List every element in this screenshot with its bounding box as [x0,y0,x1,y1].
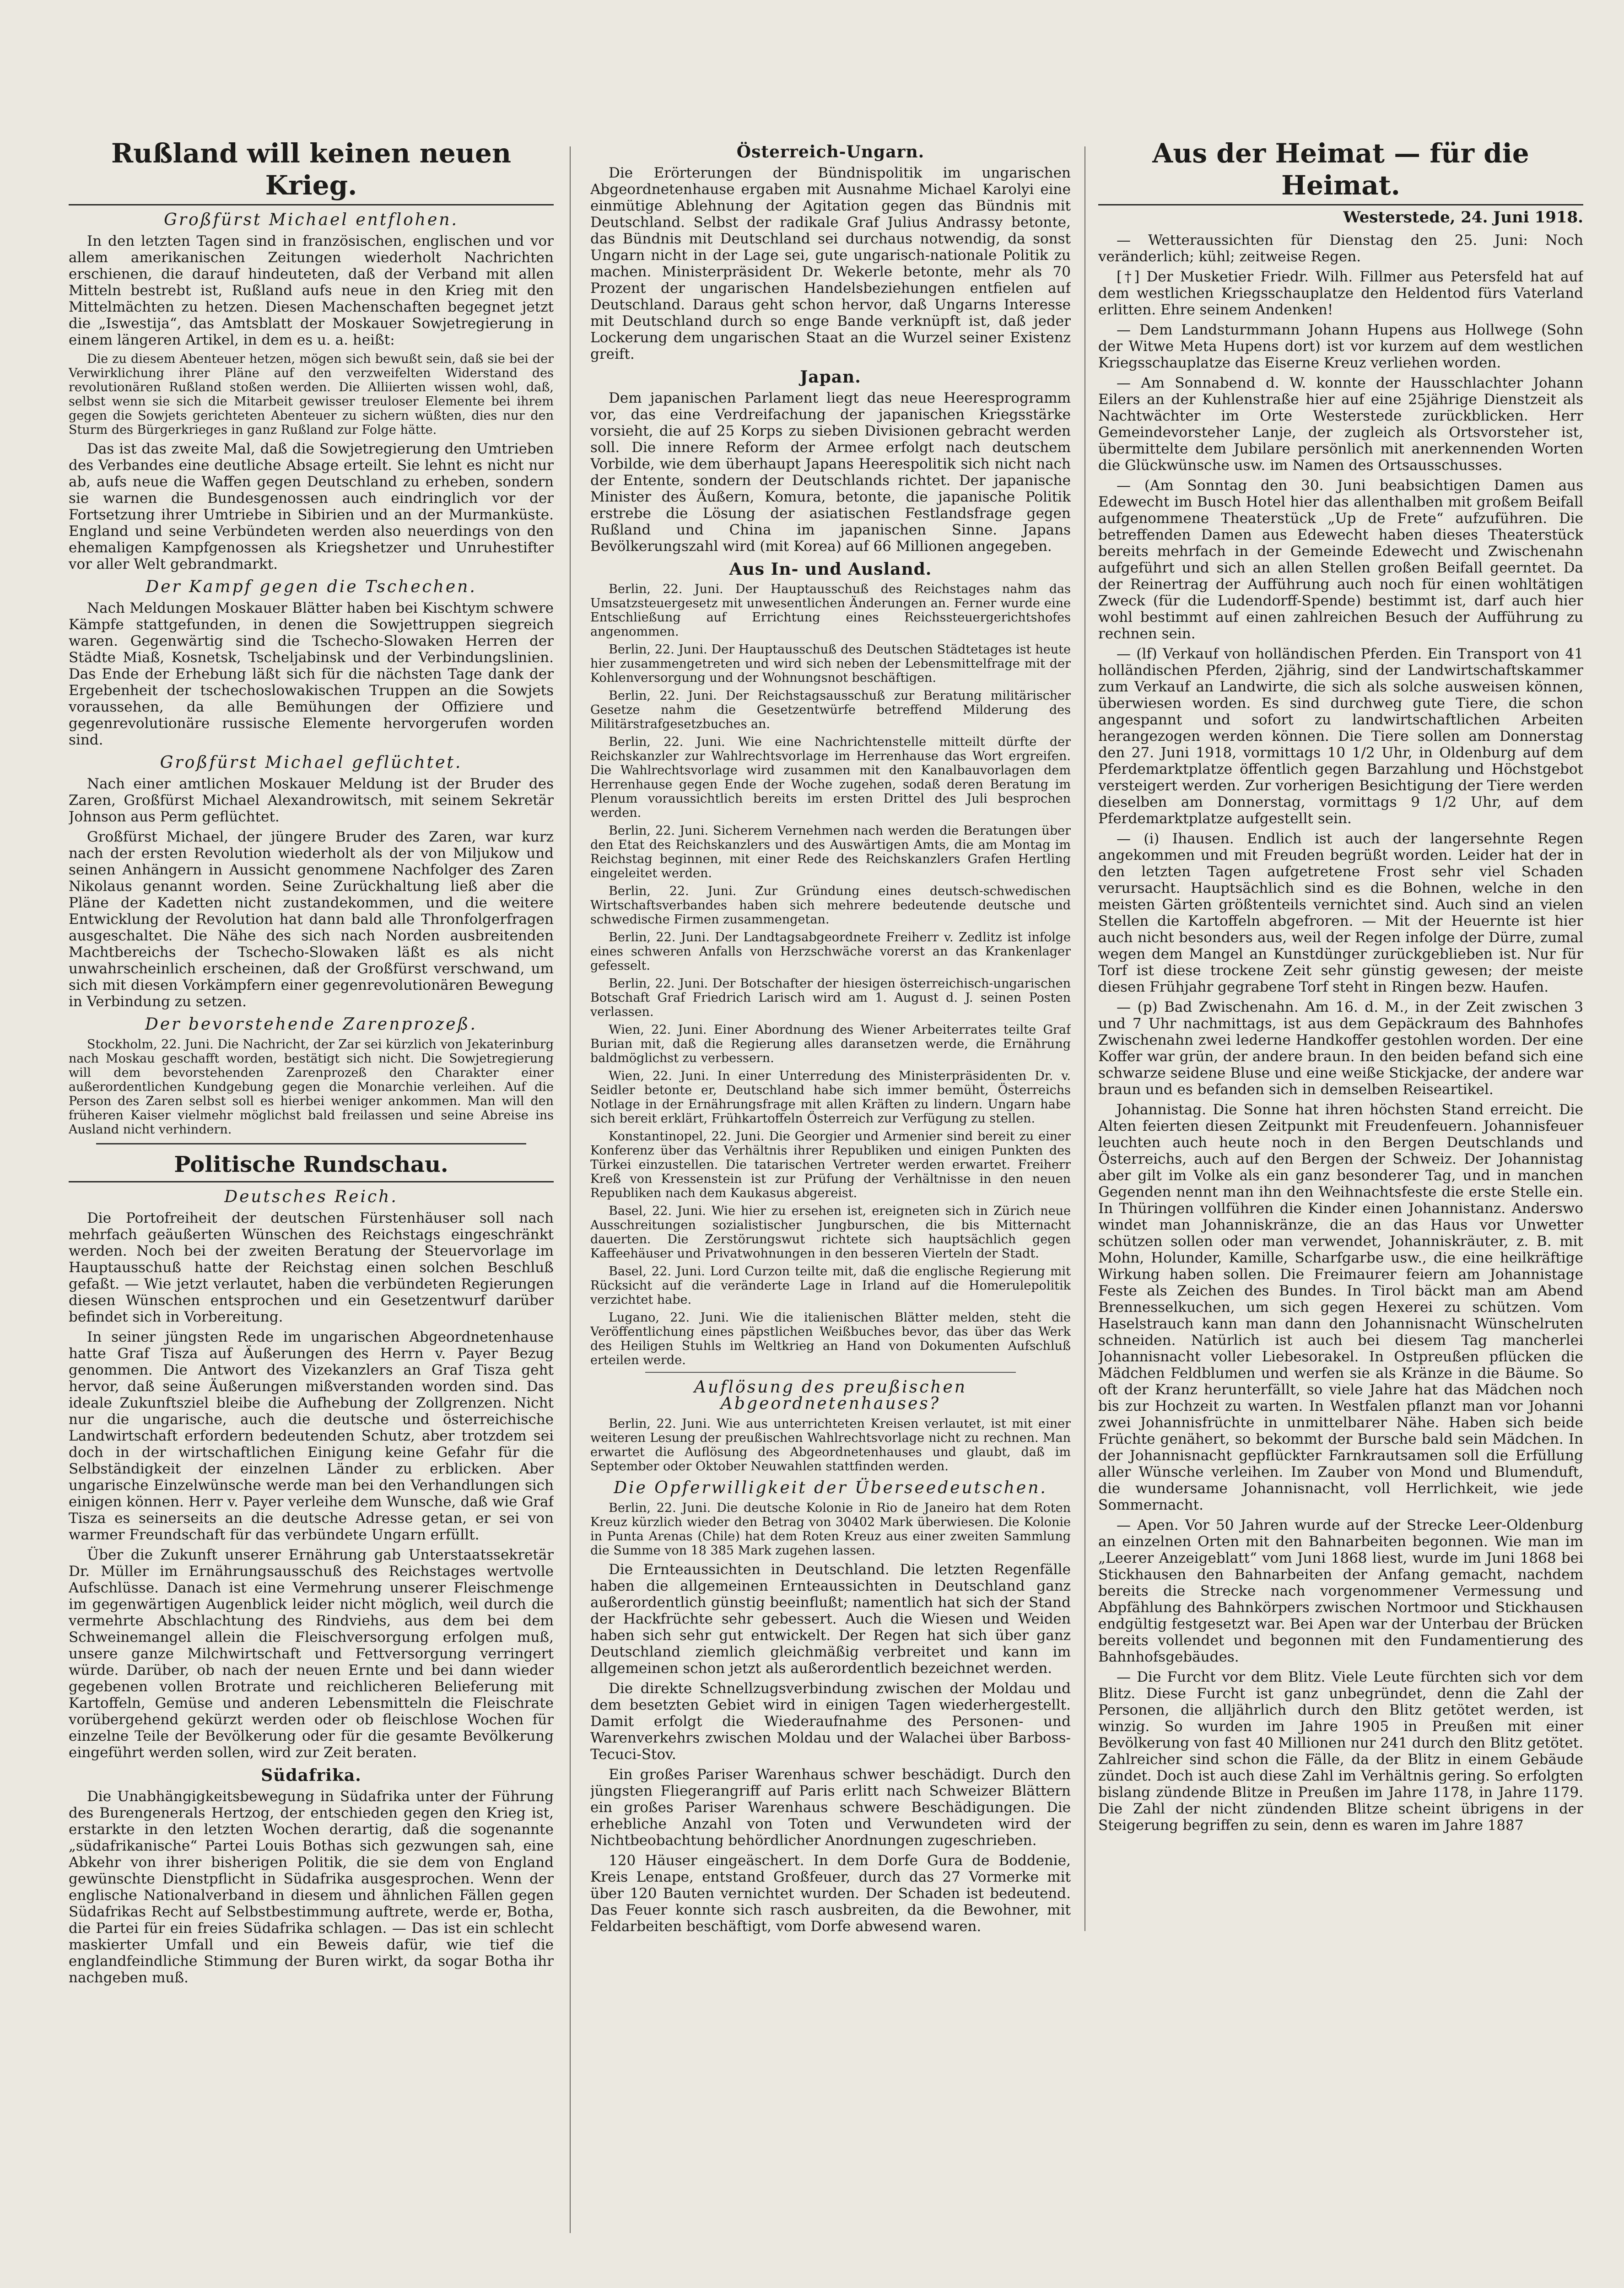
article-paragraph: Die Unabhängigkeitsbewegung in Südafrika unter der Führung des Burengenerals Hertzog, der entschieden gegen den Krieg ist, erstarkte in den letzten Wochen derartig, daß die sogenannte „südafrikanische“ Partei Louis Bothas sich gezwungen sah, eine Abkehr von ihrer bisherigen Politik, die sie dem von England gewünschte Dienstpflicht in Südafrika ausgesprochen. Wenn der englische Nationalverband in diesem und ähnlichen Fällen gegen Südafrikas Recht auf Selbstbestimmung auftrete, werde er, Botha, die Partei für ein freies Südafrika schlagen. — Das ist ein schlecht maskierter Umfall und ein Beweis dafür, wie tief die englandfeindliche Stimmung der Buren wirkt, da sogar Botha ihr nachgeben muß. [69,1788,554,1986]
article-paragraph: 120 Häuser eingeäschert. In dem Dorfe Gura de Boddenie, Kreis Lenape, entstand Großfeuer, durch das 27 Vormerke mit über 120 Bauten vernichtet wurden. Der Schaden ist bedeutend. Das Feuer konnte sich rasch ausbreiten, da die Bewohner, mit Feldarbeiten beschäftigt, vom Dorfe abwesend waren. [590,1852,1071,1935]
local-item: — Wetteraussichten für Dienstag den 25. Juni: Noch veränderlich; kühl; zeitweise Regen. [1098,232,1583,265]
news-item: Berlin, 22. Juni. Wie eine Nachrichtenstelle mitteilt dürfte der Reichskanzler zur Wahlrechtsvorlage im Herrenhause das Wort ergreifen. Die Wahlrechtsvorlage wird zusammen mit den Kanalbauvorlagen dem Herrenhause gegen Ende der Woche zugehen, sodaß deren Beratung im Plenum voraussichtlich bereits im ersten Drittel des Juli besprochen werden. [590,735,1071,820]
article-paragraph: Über die Zukunft unserer Ernährung gab Unterstaatssekretär Dr. Müller im Ernährungsausschuß des Reichstages wertvolle Aufschlüsse. Danach ist eine Vermehrung unserer Fleischmenge im gegenwärtigen Augenblick leider nicht möglich, weil durch die vermehrte Abschlachtung des Rindviehs, aus dem bei dem Schweinemangel allein die Fleischversorgung erfolgen muß, unsere ganze Milchwirtschaft und Fettversorgung verringert würde. Darüber, ob nach der neuen Ernte und bei dann wieder gegebenen vollen Brotrate und reichlicheren Belieferung mit Kartoffeln, Gemüse und anderen Lebensmitteln die Fleischrate vorübergehend gekürzt werden oder ob fleischlose Wochen für einzelne Teile der Bevölkerung oder für die gesamte Bevölkerung eingeführt werden sollen, wird zur Zeit beraten. [69,1547,554,1761]
news-item: Basel, 22. Juni. Wie hier zu ersehen ist, ereigneten sich in Zürich neue Ausschreitungen sozialistischer Jungburschen, die bis Mitternacht dauerten. Die Zerstörungswut richtete sich hauptsächlich gegen Kaffeehäuser und Privatwohnungen in den besseren Vierteln der Stadt. [590,1204,1071,1261]
news-item: Berlin, 22. Juni. Der Hauptausschuß des Reichstages nahm das Umsatzsteuergesetz mit unwesentlichen Änderungen an. Ferner wurde eine Entschließung auf Errichtung eines Reichssteuergerichtshofes angenommen. [590,582,1071,639]
headline-russland: Rußland will keinen neuen Krieg. [69,137,554,205]
subhead-tschechen: Der Kampf gegen die Tschechen. [146,577,477,596]
local-dateline: Westerstede, 24. Juni 1918. [1343,208,1583,227]
article-paragraph: Dem japanischen Parlament liegt das neue Heeresprogramm vor, das eine Verdreifachung der japanischen Kriegsstärke vorsieht, die auf 25 Korps zu sieben Divisionen gebracht werden soll. Die innere Reform der Armee erfolgt nach deutschem Vorbilde, wie dem überhaupt Japans Heerespolitik sich nicht nach der Entente, sondern der Deutschlands richtet. Der japanische Minister des Äußern, Komura, betonte, die japanische Politik erstrebe die Lösung der asiatischen Festlandsfrage gegen Rußland und China im japanischen Sinne. Japans Bevölkerungszahl wird (mit Korea) auf 66 Millionen angegeben. [590,390,1071,555]
subhead-oesterreich-ungarn: Österreich-Ungarn. [736,142,925,162]
column-rule [1084,146,1085,1931]
local-item: — Apen. Vor 50 Jahren wurde auf der Strecke Leer-Oldenburg an einzelnen Orten mit den Bahnarbeiten begonnen. Wie man im „Leerer Anzeigeblatt“ vom Juni 1868 liest, wurde im Juni 1868 bei Stickhausen den Bahnarbeiten der Anfang gemacht, nachdem bereits die Strecke nach vorgenommener Vermessung und Abpfählung des Bahnkörpers zwischen Nortmoor und Stickhausen endgültig festgesetzt war. Bei Apen war der Unterbau der Brücken bereits vollendet und begonnen mit den Fundamentierung des Bahnhofsgebäudes. [1098,1517,1583,1665]
article-paragraph: Die Ernteaussichten in Deutschland. Die letzten Regenfälle haben die allgemeinen Ernteaussichten in Deutschland ganz außerordentlich günstig beeinflußt; namentlich hat sich der Stand der Hackfrüchte sehr gebessert. Auch die Wiesen und Weiden haben sich sehr gut entwickelt. Der Regen hat sich über ganz Deutschland ziemlich gleichmäßig verbreitet und kann im allgemeinen schon jetzt als außerordentlich bezeichnet werden. [590,1561,1071,1677]
news-item: Berlin, 22. Juni. Sicherem Vernehmen nach werden die Beratungen über den Etat des Reichskanzlers und des Auswärtigen Amts, die am Montag im Reichstag beginnen, mit einer Rede des Reichskanzlers Grafen Hertling eingeleitet werden. [590,824,1071,880]
local-item: Johannistag. Die Sonne hat ihren höchsten Stand erreicht. Die Alten feierten diesen Zeitpunkt mit Freudenfeuern. Johannisfeuer leuchten auch heute noch in den Bergen Deutschlands und Österreichs, auch auf den Bergen der Schweiz. Der Johannistag aber gilt im Volke als ein ganz besonderer Tag, und in manchen Gegenden nennt man ihn den Weihnachtsfeste die erste Stelle ein. In Thüringen vollführen die Kinder einen Johannistanz. Anderswo windet man Johanniskränze, die an das Haus vor Unwetter schützen sollen oder man verwendet, Johanniskräuter, z. B. mit Mohn, Holunder, Kamille, Scharfgarbe usw., die eine heilkräftige Wirkung haben sollen. Die Freimaurer feiern am Johannistage Feste als Zeichen des Bundes. In Tirol bäckt man am Abend Brennesselkuchen, um sich gegen Hexerei zu schützen. Vom Haselstrauch kann man dann den Johannisnacht Wünschelruten schneiden. Natürlich ist auch bei diesem Tag mancherlei Johannisnacht voller Liebesorakel. In Ostpreußen pflücken die Mädchen Feldblumen und werfen sie als Kränze in die Bäume. So oft der Kranz herunterfällt, so viele Jahre hat das Mädchen noch bis zur Hochzeit zu warten. In Westfalen pflanzt man vor Johanni zwei Johannisfrüchte in unmittelbarer Nähe. Haben sich beide Früchte genähert, so bekommt der Bursche bald sein Mädchen. In der Johannisnacht gepflückter Farnkrautsamen soll die Erfüllung aller Wünsche verleihen. Im Zauber von Mond und Blumenduft, die wundersame Johannisnacht, voll Herrlichkeit, wie jede Sommernacht. [1098,1101,1583,1513]
news-item: Berlin, 22. Juni. Der Landtagsabgeordnete Freiherr v. Zedlitz ist infolge eines schweren Anfalls von Herzschwäche vorerst an das Krankenlager gefesselt. [590,930,1071,973]
headline-politische-rundschau: Politische Rundschau. [69,1151,554,1182]
article-quote: Die zu diesem Abenteuer hetzen, mögen sich bewußt sein, daß sie bei der Verwirklichung ihrer Pläne auf den verzweifelten Widerstand des revolutionären Rußland stoßen werden. Die Alliierten wissen wohl, daß, selbst wenn sie sich die Mitarbeit gewisser treuloser Elemente bei ihrem gegen die Sowjets gerichteten Abenteuer zu sichern wüßten, dies nur den Sturm des Bürgerkrieges in ganz Rußland zur Folge hätte. [69,352,554,437]
subhead-zarenprozess: Der bevorstehende Zarenprozeß. [145,1015,477,1034]
article-paragraph: Die Erörterungen der Bündnispolitik im ungarischen Abgeordnetenhause ergaben mit Ausnahme Michael Karolyi eine einmütige Ablehnung der Agitation gegen das Bündnis mit Deutschland. Selbst der radikale Graf Julius Andrassy betonte, das Bündnis mit Deutschland sei durchaus notwendig, da sonst Ungarn nicht in der Lage sei, gute ungarisch-nationale Politik zu machen. Ministerpräsident Dr. Wekerle betonte, mehr als 70 Prozent der ungarischen Handelsbeziehungen entfielen auf Deutschland. Daraus geht schon hervor, daß Ungarns Interesse mit Deutschland durch so enge Bande verknüpft ist, daß jeder Lockerung dem ungarischen Staat an die Wurzel seiner Existenz greift. [590,165,1071,362]
news-item: Berlin, 22. Juni. Zur Gründung eines deutsch-schwedischen Wirtschaftsverbandes haben sich mehrere bedeutende deutsche und schwedische Firmen zusammengetan. [590,884,1071,927]
column-rule [570,146,571,2233]
article-paragraph: Großfürst Michael, der jüngere Bruder des Zaren, war kurz nach der ersten Revolution wiederholt als der von Miljukow und seinen Anhängern in Aussicht genommene Nachfolger des Zaren Nikolaus genannt worden. Seine Zurückhaltung ließ aber die Pläne der Kadetten nicht zustandekommen, und die weitere Entwicklung der Revolution hat dann bald alle Thronfolgerfragen ausgeschaltet. Die Nähe des sich nach Norden ausbreitenden Machtbereichs der Tschecho-Slowaken läßt es als nicht unwahrscheinlich erscheinen, daß der Großfürst verschwand, um sich mit diesen Vorkämpfern einer gegenrevolutionären Bewegung in Verbindung zu setzen. [69,829,554,1010]
article-paragraph: Nach Meldungen Moskauer Blätter haben bei Kischtym schwere Kämpfe stattgefunden, in denen die Sowjettruppen siegreich waren. Gegenwärtig sind die Tschecho-Slowaken Herren der Städte Miaß, Kosnetsk, Tscheljabinsk und der Verbindungslinien. Das Ende der Erhebung läßt sich für die nächsten Tage dank der Ergebenheit der tschechoslowakischen Truppen an die Sowjets voraussehen, da alle Bemühungen der Offiziere und gegenrevolutionäre russische Elemente hervorgerufen worden sind. [69,600,554,748]
article-paragraph: Die Portofreiheit der deutschen Fürstenhäuser soll nach mehrfach geäußerten Wünschen des Reichstags eingeschränkt werden. Noch bei der zweiten Beratung der Steuervorlage im Hauptausschuß hatte der Reichstag einen solchen Beschluß gefaßt. — Wie jetzt verlautet, haben die verbündeten Regierungen diesen Wünschen entsprochen und ein Gesetzentwurf darüber befindet sich in Vorbereitung. [69,1210,554,1325]
news-item: Wien, 22. Juni. Einer Abordnung des Wiener Arbeiterrates teilte Graf Burian mit, daß die Regierung alles daransetzen werde, die Ernährung baldmöglichst zu verbessern. [590,1023,1071,1065]
news-item: Berlin, 22. Juni. Wie aus unterrichteten Kreisen verlautet, ist mit einer weiteren Lesung der preußischen Wahlrechtsvorlage nicht zu rechnen. Man erwartet die Auflösung des Abgeordnetenhauses und glaubt, daß im September oder Oktober Neuwahlen stattfinden werden. [590,1417,1071,1473]
section-divider [96,1143,526,1144]
column-middle [590,137,1071,2288]
subhead-suedafrika: Südafrika. [261,1766,361,1785]
article-paragraph: Das ist das zweite Mal, daß die Sowjetregierung den Umtrieben des Verbandes eine deutliche Absage erteilt. Sie lehnt es nicht nur ab, aufs neue die Waffen gegen Deutschland zu erheben, sondern sie warnen die Bundesgenossen auch eindringlich vor der Fortsetzung ihrer Umtriebe in Sibirien und an der Murmanküste. England und seine Verbündeten werden also neuerdings von den ehemaligen Kampfgenossen als Kriegshetzer und Unruhestifter vor aller Welt gebrandmarkt. [69,441,554,572]
news-item: Konstantinopel, 22. Juni. Die Georgier und Armenier sind bereit zu einer Konferenz über das Verhältnis ihrer Republiken und einigen Punkten des Türkei einzustellen. Die tatarischen Vertreter werden erwartet. Freiherr Kreß von Kressenstein ist zur Prüfung der Verhältnisse in den neuen Republiken nach dem Kaukasus abgereist. [590,1129,1071,1200]
article-paragraph: In seiner jüngsten Rede im ungarischen Abgeordnetenhause hatte Graf Tisza auf Äußerungen des Herrn v. Payer Bezug genommen. Die Antwort des Vizekanzlers an Graf Tisza geht hervor, daß seine Äußerungen mißverstanden worden sind. Das ideale Zukunftsziel bleibe die Aufhebung der Zollgrenzen. Nicht nur die ungarische, auch die deutsche und österreichische Landwirtschaft erfordern bedeutenden Schutz, aber trotzdem sei doch in der wirtschaftlichen Einigung keine Gefahr für die Selbständigkeit der einzelnen Länder zu erblicken. Aber ungarische Einzelwünsche werde man bei den Verhandlungen sich einigen können. Herr v. Payer verleihe dem Wunsche, daß wie Graf Tisza es seinerseits an die deutsche Adresse getan, er sei von warmer Freundschaft für das verbündete Ungarn erfüllt. [69,1329,554,1543]
subhead-aufloesung: Auflösung des preußischen Abgeordnetenhauses? [694,1378,967,1413]
news-item: Berlin, 22. Juni. Der Reichstagsausschuß zur Beratung militärischer Gesetze nahm die Gesetzentwürfe betreffend Milderung des Militärstrafgesetzbuches an. [590,689,1071,731]
subhead-opferwilligkeit: Die Opferwilligkeit der Überseedeutschen. [614,1479,1047,1497]
news-item: Berlin, 22. Juni. Der Hauptausschuß des Deutschen Städtetages ist heute hier zusammengetreten und wird sich neben der Lebensmittelfrage mit der Kohlenversorgung und der Wohnungsnot beschäftigen. [590,642,1071,685]
article-paragraph: Nach einer amtlichen Moskauer Meldung ist der Bruder des Zaren, Großfürst Michael Alexandrowitsch, mit seinem Sekretär Johnson aus Perm geflüchtet. [69,776,554,825]
article-paragraph: Ein großes Pariser Warenhaus schwer beschädigt. Durch den jüngsten Fliegerangriff auf Paris erlitt nach Schweizer Blättern ein großes Pariser Warenhaus schwere Beschädigungen. Die erhebliche Anzahl von Toten und Verwundeten wird der Nichtbeobachtung behördlicher Anordnungen zugeschrieben. [590,1766,1071,1849]
section-divider [645,1372,1016,1373]
local-item: — (i) Ihausen. Endlich ist auch der langersehnte Regen angekommen und mit Freuden begrüßt worden. Leider hat der in den letzten Tagen aufgetretene Frost sehr viel Schaden verursacht. Hauptsächlich sind es die Bohnen, welche in den meisten Gärten größtenteils vernichtet sind. Auch sind an vielen Stellen die Kartoffeln abgefroren. — Mit der Heuernte ist hier auch nicht besonders aus, weil der Regen infolge der Dürre, zumal wegen dem Mangel an Kunstdünger zurückgeblieben ist. Nur für Torf ist diese trockene Zeit sehr günstig gewesen; der meiste diesen Frühjahr gegrabene Torf steht in Ringen bezw. Haufen. [1098,831,1583,995]
subhead-grossfuerst: Großfürst Michael entflohen. [164,210,459,229]
news-item: Lugano, 22. Juni. Wie die italienischen Blätter melden, steht die Veröffentlichung eines päpstlichen Weißbuches bevor, das über das Werk des Heiligen Stuhls im Weltkrieg an Hand von Dokumenten Aufschluß erteilen werde. [590,1311,1071,1367]
news-item: Berlin, 22. Juni. Der Botschafter der hiesigen österreichisch-ungarischen Botschaft Graf Friedrich Larisch wird am 1. August d. J. seinen Posten verlassen. [590,977,1071,1019]
local-item: — (Am Sonntag den 30. Juni beabsichtigen Damen aus Edewecht im Busch Hotel hier das allenthalben mit großem Beifall aufgenommene Theaterstück „Up de Frete“ aufzuführen. Die betreffenden Damen aus Edewecht haben dieses Theaterstück bereits mehrfach in der Gemeinde Edewecht und Zwischenahn aufgeführt und sich an allen Stellen großen Beifall geerntet. Da der Reinertrag der Aufführung auch noch für einen wohltätigen Zweck (für die Ludendorff-Spende) bestimmt ist, darf auch hier wohl bestimmt auf einen zahlreichen Besuch der Aufführung zu rechnen sein. [1098,477,1583,642]
article-paragraph: Die direkte Schnellzugsverbindung zwischen der Moldau und dem besetzten Gebiet wird in einigen Tagen wiederhergestellt. Damit erfolgt die Wiederaufnahme des Personen- und Warenverkehrs zwischen Moldau und der Walachei über Barboss-Tecuci-Stov. [590,1680,1071,1763]
news-item: Basel, 22. Juni. Lord Curzon teilte mit, daß die englische Regierung mit Rücksicht auf die veränderte Lage in Irland auf die Homerulepolitik verzichtet habe. [590,1264,1071,1307]
local-item: — Dem Landsturmmann Johann Hupens aus Hollwege (Sohn der Witwe Meta Hupens dort) ist vor kurzem auf dem westlichen Kriegsschauplatze das Eiserne Kreuz verliehen worden. [1098,322,1583,371]
article-paragraph: Stockholm, 22. Juni. Die Nachricht, der Zar sei kürzlich von Jekaterinburg nach Moskau geschafft worden, bestätigt sich nicht. Die Sowjetregierung will dem bevorstehenden Zarenprozeß den Charakter einer außerordentlichen Kundgebung gegen die Monarchie verleihen. Auf die Person des Zaren selbst soll es hierbei weniger ankommen. Man will den früheren Kaiser vielmehr möglichst bald freilassen und seine Abreise ins Ausland nicht verhindern. [69,1037,554,1137]
subhead-in-und-ausland: Aus In- und Ausland. [729,560,932,579]
subhead-japan: Japan. [800,367,861,387]
column-left [69,137,554,2288]
local-item: — Die Furcht vor dem Blitz. Viele Leute fürchten sich vor dem Blitz. Diese Furcht ist ganz unbegründet, denn die Zahl der Personen, die alljährlich durch den Blitz getötet werden, ist winzig. So wurden im Jahre 1905 in Preußen mit einer Bevölkerung von fast 40 Millionen nur 241 durch den Blitz getötet. Zahlreicher sind schon die Fälle, da der Blitz in einem Gebäude zündet. Doch ist auch diese Zahl im Verhältnis gering. So erfolgten bislang zündende Blitze in Preußen im Jahre 1178, in Jahre 1179. Die Zahl der nicht zündenden Blitze scheint übrigens in der Steigerung begriffen zu sein, denn es waren im Jahre 1887 [1098,1669,1583,1834]
article-paragraph: In den letzten Tagen sind in französischen, englischen und vor allem amerikanischen Zeitungen wiederholt Nachrichten erschienen, die darauf hindeuteten, daß der Verband mit allen Mitteln bestrebt ist, Rußland aufs neue in den Krieg mit den Mittelmächten zu hetzen. Diesen Machenschaften begegnet jetzt die „Iswestija“, das Amtsblatt der Moskauer Sowjetregierung in einem längeren Artikel, in dem es u. a. heißt: [69,233,554,348]
news-item: Wien, 22. Juni. In einer Unterredung des Ministerpräsidenten Dr. v. Seidler betonte er, Deutschland habe sich immer bemüht, Österreichs Notlage in der Ernährungsfrage mit allen Kräften zu lindern. Ungarn habe sich bereit erklärt, Frühkartoffeln Österreich zur Verfügung zu stellen. [590,1069,1071,1126]
subhead-michael-gefluechtet: Großfürst Michael geflüchtet. [160,753,463,772]
local-item: — Am Sonnabend d. W. konnte der Hausschlachter Johann Eilers an der Kuhlenstraße hier auf eine 25jährige Dienstzeit als Nachtwächter im Orte Westerstede zurückblicken. Herr Gemeindevorsteher Lanje, der zugleich als Ortsvorsteher ist, übermittelte dem Jubilare persönlich mit anerkennenden Worten die Glückwünsche usw. im Namen des Ortsausschusses. [1098,375,1583,474]
news-item: Berlin, 22. Juni. Die deutsche Kolonie in Rio de Janeiro hat dem Roten Kreuz kürzlich wieder den Betrag von 30402 Mark überwiesen. Die Kolonie in Punta Arenas (Chile) hat dem Roten Kreuz aus einer zweiten Sammlung die Summe von 18 385 Mark zugehen lassen. [590,1501,1071,1558]
headline-heimat: Aus der Heimat — für die Heimat. [1098,137,1583,205]
local-item: [†] Der Musketier Friedr. Wilh. Fillmer aus Petersfeld hat auf dem westlichen Kriegsschauplatze den Heldentod fürs Vaterland erlitten. Ehre seinem Andenken! [1098,269,1583,318]
local-item: — (p) Bad Zwischenahn. Am 16. d. M., in der Zeit zwischen 3 und 7 Uhr nachmittags, ist aus dem Gepäckraum des Bahnhofes Zwischenahn zwei lederne Handkoffer gestohlen worden. Der eine Koffer war grün, der andere braun. In den beiden befand sich eine schwarze seidene Bluse und eine weiße Stickjacke, der andere war braun und es befanden sich in demselben Reiseartikel. [1098,999,1583,1098]
column-right [1098,137,1583,1876]
subhead-deutsches-reich: Deutsches Reich. [224,1187,398,1206]
local-item: — (lf) Verkauf von holländischen Pferden. Ein Transport von 41 holländischen Pferden, 2jährig, sind der Landwirtschaftskammer zum Verkauf an Landwirte, die sich als solche ausweisen können, überwiesen worden. Es sind durchweg gute Tiere, die schon angespannt und sofort zu landwirtschaftlichen Arbeiten herangezogen werden können. Die Tiere sollen am Donnerstag den 27. Juni 1918, vormittags 10 1/2 Uhr, in Oldenburg auf dem Pferdemarktplatze öffentlich gegen Barzahlung und Höchstgebot versteigert werden. Zur vorherigen Besichtigung der Tiere werden dieselben am Donnerstag, vormittags 9 1/2 Uhr, auf dem Pferdemarktplatze aufgestellt sein. [1098,646,1583,827]
